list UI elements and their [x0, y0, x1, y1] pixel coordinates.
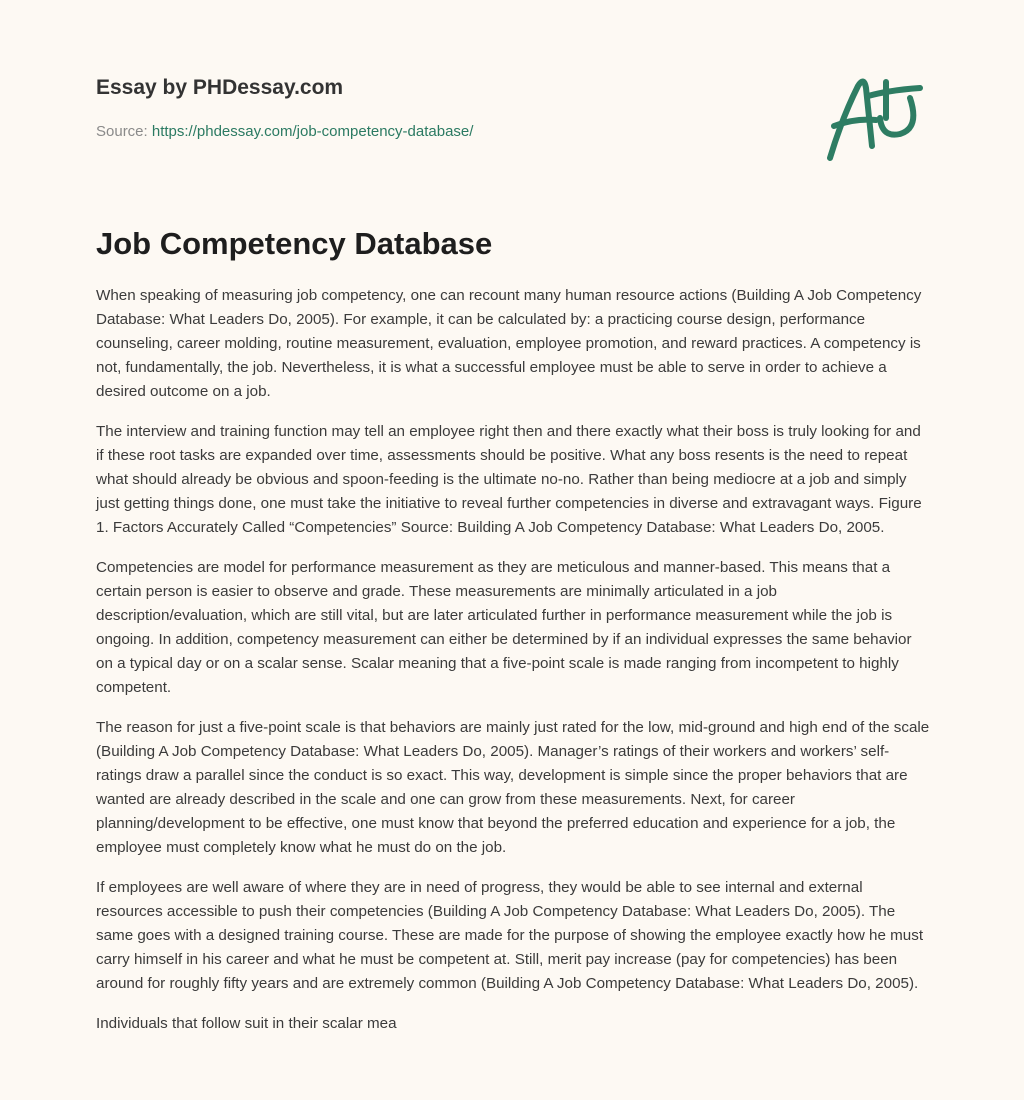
article-body: [96, 284, 932, 1052]
paragraph: When speaking of measuring job competency, one can recount many human resource actions (Building A Job Competency Database: What Leaders Do, 2005). For example, it can be calculated by: a practicing course design, performance counseling, career molding, routine measurement, evaluation, employee promotion, and reward practices. A competency is not, fundamentally, the job. Nevertheless, it is what a successful employee must be able to serve in order to achieve a desired outcome on a job.: [96, 287, 922, 400]
paragraph: Competencies are model for performance measurement as they are meticulous and manner-based. This means that a certain person is easier to observe and grade. These measurements are minimally articulated in a job description/evaluation, which are still vital, but are later articulated further in performance measurement while the job is ongoing. In addition, competency measurement can either be determined by if an individual expresses the same behavior on a typical day or on a scalar sense. Scalar meaning that a five-point scale is made ranging from incompetent to highly competent.: [96, 559, 912, 696]
a-plus-logo-icon: [820, 68, 930, 168]
source-link[interactable]: https://phdessay.com/job-competency-database/: [151, 123, 474, 140]
paragraph-truncated: Individuals that follow suit in their scalar mea: [96, 1015, 397, 1032]
site-brand: Essay by PHDessay.com: [96, 76, 344, 99]
article-title: Job Competency Database: [96, 226, 493, 261]
paragraph: The reason for just a five-point scale is that behaviors are mainly just rated for the low, mid-ground and high end of the scale (Building A Job Competency Database: What Leaders Do, 2005). Manager’s ratings of their workers and workers’ self-ratings draw a parallel since the conduct is so exact. This way, development is simple since the proper behaviors that are wanted are already described in the scale and one can grow from these measurements. Next, for career planning/development to be effective, one must know that beyond the preferred education and experience for a job, the employee must completely know what he must do on the job.: [96, 719, 930, 856]
source-line: [96, 123, 473, 140]
paragraph: The interview and training function may tell an employee right then and there exactly what their boss is truly looking for and if these root tasks are expanded over time, assessments should be positive. What any boss resents is the need to repeat what should already be obvious and spoon-feeding is the ultimate no-no. Rather than being mediocre at a job and simply just getting things done, one must take the initiative to reveal further competencies in diverse and extravagant ways. Figure 1. Factors Accurately Called “Competencies” Source: Building A Job Competency Database: What Leaders Do, 2005.: [96, 423, 922, 536]
source-label: Source:: [96, 123, 148, 140]
paragraph: If employees are well aware of where they are in need of progress, they would be able to see internal and external resources accessible to push their competencies (Building A Job Competency Database: What Leaders Do, 2005). The same goes with a designed training course. These are made for the purpose of showing the employee exactly how he must carry himself in his career and what he must be competent at. Still, merit pay increase (pay for competencies) has been around for roughly fifty years and are extremely common (Building A Job Competency Database: What Leaders Do, 2005).: [96, 879, 924, 992]
